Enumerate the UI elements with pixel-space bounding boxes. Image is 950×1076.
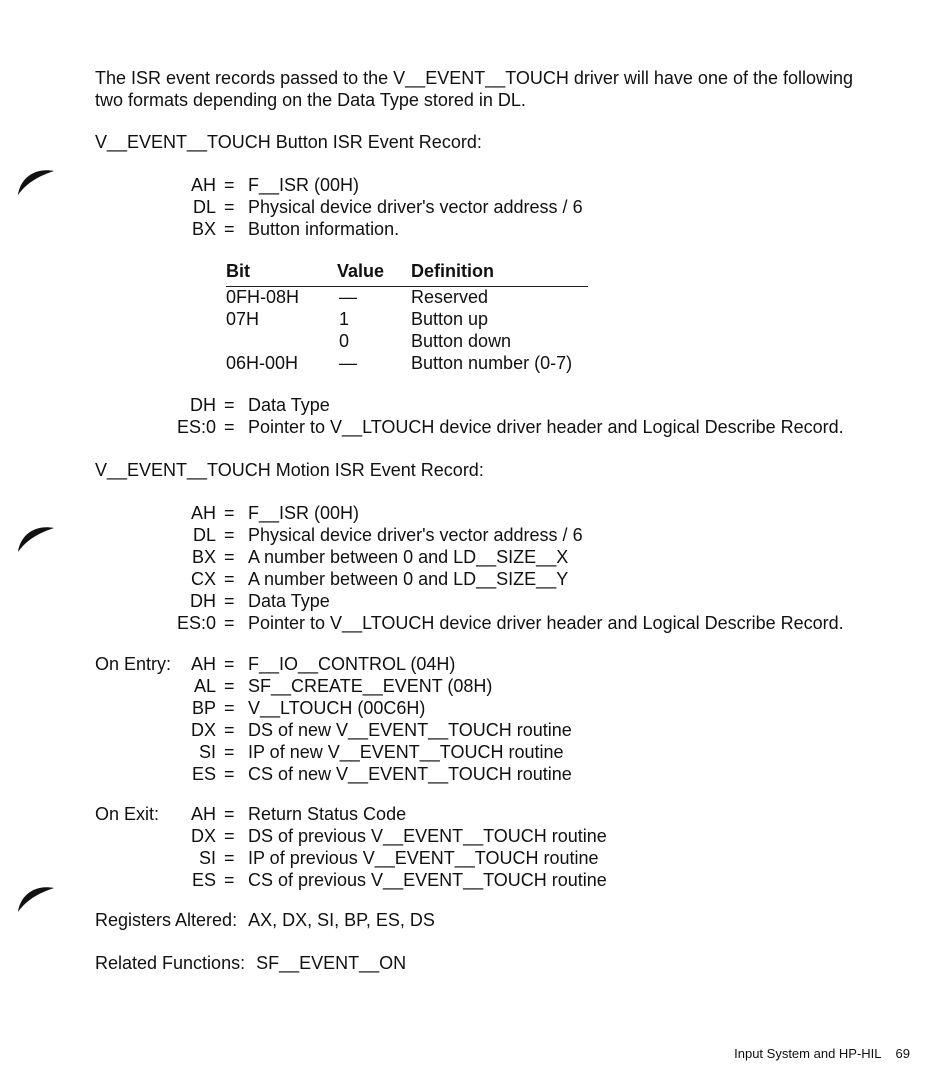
table-cell-value: — xyxy=(339,287,357,307)
register-description: Pointer to V__LTOUCH device driver header and Logical Describe Record. xyxy=(248,613,844,633)
register-row xyxy=(0,741,950,763)
equals-sign: = xyxy=(224,698,235,718)
equals-sign: = xyxy=(224,613,235,633)
equals-sign: = xyxy=(224,720,235,740)
register-row xyxy=(0,394,950,416)
register-name: BP xyxy=(191,698,216,718)
register-row xyxy=(0,675,950,697)
equals-sign: = xyxy=(224,804,235,824)
register-row xyxy=(0,502,950,524)
register-row xyxy=(0,174,950,196)
equals-sign: = xyxy=(224,547,235,567)
register-description: Pointer to V__LTOUCH device driver header and Logical Describe Record. xyxy=(248,417,844,437)
equals-sign: = xyxy=(224,764,235,784)
column-header-bit: Bit xyxy=(226,261,250,281)
register-description: Data Type xyxy=(248,395,330,415)
register-description: DS of previous V__EVENT__TOUCH routine xyxy=(248,826,607,846)
register-description: Data Type xyxy=(248,591,330,611)
related-functions-label: Related Functions: xyxy=(95,953,246,973)
related-functions-value: SF__EVENT__ON xyxy=(256,953,407,973)
register-row xyxy=(0,763,950,785)
register-name: DH xyxy=(190,591,216,611)
motion-record-heading: V__EVENT__TOUCH Motion ISR Event Record: xyxy=(95,460,484,480)
register-description: IP of previous V__EVENT__TOUCH routine xyxy=(248,848,599,868)
register-name: AL xyxy=(193,676,216,696)
equals-sign: = xyxy=(224,848,235,868)
table-cell-bit: 07H xyxy=(226,309,260,329)
on-exit-label: On Exit: xyxy=(95,804,160,824)
register-row xyxy=(0,590,950,612)
register-name: DL xyxy=(192,197,216,217)
register-row xyxy=(0,568,950,590)
table-cell-definition: Button number (0-7) xyxy=(411,353,573,373)
equals-sign: = xyxy=(224,395,235,415)
register-name: AH xyxy=(190,175,216,195)
register-name: DH xyxy=(190,395,216,415)
on-entry-registers xyxy=(0,653,950,785)
register-description: F__ISR (00H) xyxy=(248,175,360,195)
register-name: DX xyxy=(190,720,216,740)
equals-sign: = xyxy=(224,654,235,674)
button-record-registers xyxy=(0,174,950,240)
motion-record-registers xyxy=(0,502,950,634)
table-cell-value: — xyxy=(339,353,357,373)
equals-sign: = xyxy=(224,503,235,523)
equals-sign: = xyxy=(224,826,235,846)
register-description: CS of new V__EVENT__TOUCH routine xyxy=(248,764,572,784)
register-description: Physical device driver's vector address / 6 xyxy=(248,525,583,545)
register-row xyxy=(0,524,950,546)
register-description: CS of previous V__EVENT__TOUCH routine xyxy=(248,870,607,890)
register-row xyxy=(0,803,950,825)
register-description: V__LTOUCH (00C6H) xyxy=(248,698,426,718)
register-name: AH xyxy=(190,654,216,674)
equals-sign: = xyxy=(224,219,235,239)
register-row xyxy=(0,218,950,240)
register-description: F__ISR (00H) xyxy=(248,503,360,523)
table-cell-bit: 06H-00H xyxy=(226,353,299,373)
register-name: DX xyxy=(190,826,216,846)
on-exit-registers xyxy=(0,803,950,891)
table-cell-definition: Button down xyxy=(411,331,512,351)
register-name: AH xyxy=(190,503,216,523)
registers-altered-line xyxy=(95,909,435,931)
register-description: IP of new V__EVENT__TOUCH routine xyxy=(248,742,564,762)
register-name: CX xyxy=(190,569,216,589)
register-description: Return Status Code xyxy=(248,804,407,824)
register-name: ES xyxy=(191,870,216,890)
intro-line: The ISR event records passed to the V__EVENT__TOUCH driver will have one of the following xyxy=(95,68,854,88)
equals-sign: = xyxy=(224,569,235,589)
intro-paragraph xyxy=(95,67,853,111)
register-row xyxy=(0,416,950,438)
register-name: BX xyxy=(191,219,216,239)
equals-sign: = xyxy=(224,175,235,195)
footer-section-title: Input System and HP-HIL xyxy=(734,1046,882,1061)
equals-sign: = xyxy=(224,870,235,890)
equals-sign: = xyxy=(224,197,235,217)
equals-sign: = xyxy=(224,525,235,545)
button-record-registers-after xyxy=(0,394,950,438)
page-footer xyxy=(734,1046,910,1061)
column-header-value: Value xyxy=(337,261,385,281)
register-name: SI xyxy=(198,742,216,762)
table-cell-definition: Reserved xyxy=(411,287,489,307)
register-description: F__IO__CONTROL (04H) xyxy=(248,654,456,674)
register-name: ES:0 xyxy=(176,417,216,437)
register-row xyxy=(0,196,950,218)
register-row xyxy=(0,697,950,719)
table-cell-value: 1 xyxy=(339,309,350,329)
on-entry-label: On Entry: xyxy=(95,654,172,674)
register-row xyxy=(0,612,950,634)
register-row xyxy=(0,847,950,869)
register-name: ES xyxy=(191,764,216,784)
register-row xyxy=(0,653,950,675)
register-row xyxy=(0,546,950,568)
equals-sign: = xyxy=(224,591,235,611)
register-description: Button information. xyxy=(248,219,400,239)
register-name: AH xyxy=(190,804,216,824)
register-description: SF__CREATE__EVENT (08H) xyxy=(248,676,493,696)
page-number: 69 xyxy=(895,1046,910,1061)
register-name: SI xyxy=(198,848,216,868)
register-description: Physical device driver's vector address / 6 xyxy=(248,197,583,217)
button-record-heading: V__EVENT__TOUCH Button ISR Event Record: xyxy=(95,132,482,152)
registers-altered-value: AX, DX, SI, BP, ES, DS xyxy=(248,910,435,930)
equals-sign: = xyxy=(224,742,235,762)
table-cell-definition: Button up xyxy=(411,309,489,329)
table-cell-value: 0 xyxy=(339,331,350,351)
equals-sign: = xyxy=(224,676,235,696)
register-name: ES:0 xyxy=(176,613,216,633)
register-description: A number between 0 and LD__SIZE__Y xyxy=(248,569,569,589)
register-description: A number between 0 and LD__SIZE__X xyxy=(248,547,569,567)
table-cell-bit: 0FH-08H xyxy=(226,287,300,307)
intro-line: two formats depending on the Data Type stored in DL. xyxy=(95,90,526,110)
register-description: DS of new V__EVENT__TOUCH routine xyxy=(248,720,572,740)
related-functions-line xyxy=(95,952,406,974)
register-row xyxy=(0,719,950,741)
register-row xyxy=(0,825,950,847)
register-name: DL xyxy=(192,525,216,545)
registers-altered-label: Registers Altered: xyxy=(95,910,238,930)
register-row xyxy=(0,869,950,891)
column-header-definition: Definition xyxy=(411,261,494,281)
register-name: BX xyxy=(191,547,216,567)
equals-sign: = xyxy=(224,417,235,437)
